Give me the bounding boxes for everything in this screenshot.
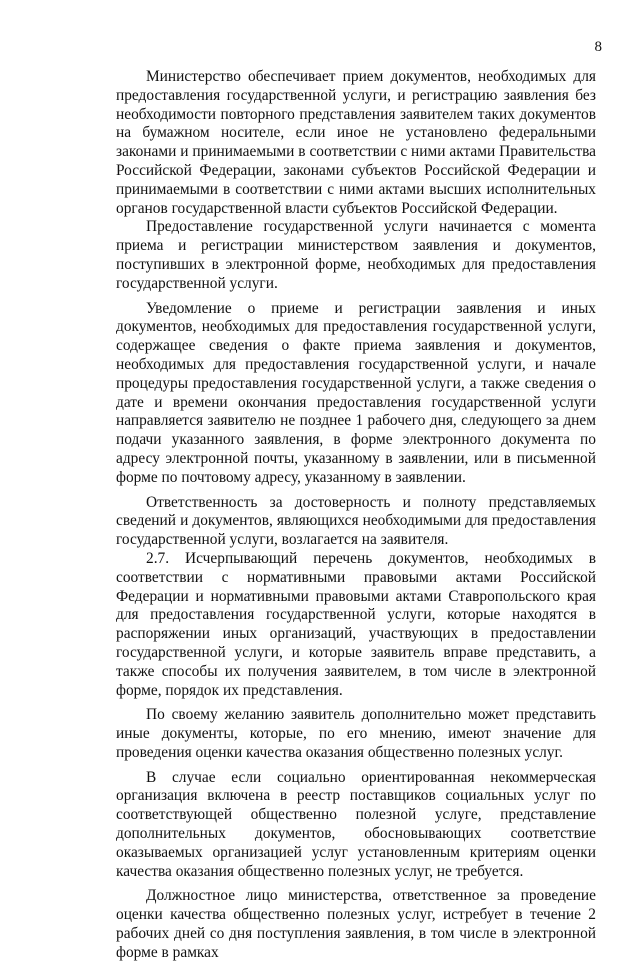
paragraph-section-2-7: 2.7. Исчерпывающий перечень документов, необходимых в соответствии с нормативными правовыми актами Российской Федерации и нормативными правовыми актами Ставропольского края для предоставления государственной услуги, которые находятся в распоряжении иных организаций, участвующих в предоставлении государственной услуги, и которые заявитель вправе представить, а также способы их получения заявителем, в том числе в электронной форме, порядок их представления. [116,549,596,699]
paragraph-registration-notice: Уведомление о приеме и регистрации заявления и иных документов, необходимых для предоставления государственной услуги, содержащее сведения о факте приема заявления и документов, необходимых для предоставления государственной услуги, и начале процедуры предоставления государственной услуги, а также сведения о дате и времени окончания предоставления государственной услуги направляется заявителю не позднее 1 рабочего дня, следующего за днем подачи указанного заявления, в форме электронного документа по адресу электронной почты, указанному в заявлении, или в письменной форме по почтовому адресу, указанному в заявлении. [116,299,596,486]
paragraph-document-intake: Министерство обеспечивает прием документов, необходимых для предоставления государственной услуги, и регистрацию заявления без необходимости повторного представления заявителем таких документов на бумажном носителе, если иное не установлено федеральными законами и принимаемыми в соответствии с ними актами Правительства Российской Федерации, законами субъектов Российской Федерации и принимаемыми в соответствии с ними актами высших исполнительных органов государственной власти субъектов Российской Федерации. [116,68,596,217]
paragraph-official-request: Должностное лицо министерства, ответственное за проведение оценки качества общественно полезных услуг, истребует в течение 2 рабочих дней со дня поступления заявления, в том числе в электронной форме в рамках [116,887,596,961]
paragraph-applicant-responsibility: Ответственность за достоверность и полноту представляемых сведений и документов, являющихся необходимыми для предоставления государственной услуги, возлагается на заявителя. [116,493,596,549]
paragraph-registry-exception: В случае если социально ориентированная некоммерческая организация включена в реестр поставщиков социальных услуг по соответствующей общественно полезной услуге, представление дополнительных документов, обосновывающих соответствие оказываемых организацией услуг установленным критериям оценки качества оказания общественно полезных услуг, не требуется. [116,768,596,880]
paragraph-service-start: Предоставление государственной услуги начинается с момента приема и регистрации министерством заявления и документов, поступивших в электронной форме, необходимых для предоставления государственной услуги. [116,218,596,292]
page-number: 8 [594,39,602,55]
paragraph-additional-documents: По своему желанию заявитель дополнительно может представить иные документы, которые, по его мнению, имеют значение для проведения оценки качества оказания общественно полезных услуг. [116,706,596,761]
document-body [116,68,596,963]
